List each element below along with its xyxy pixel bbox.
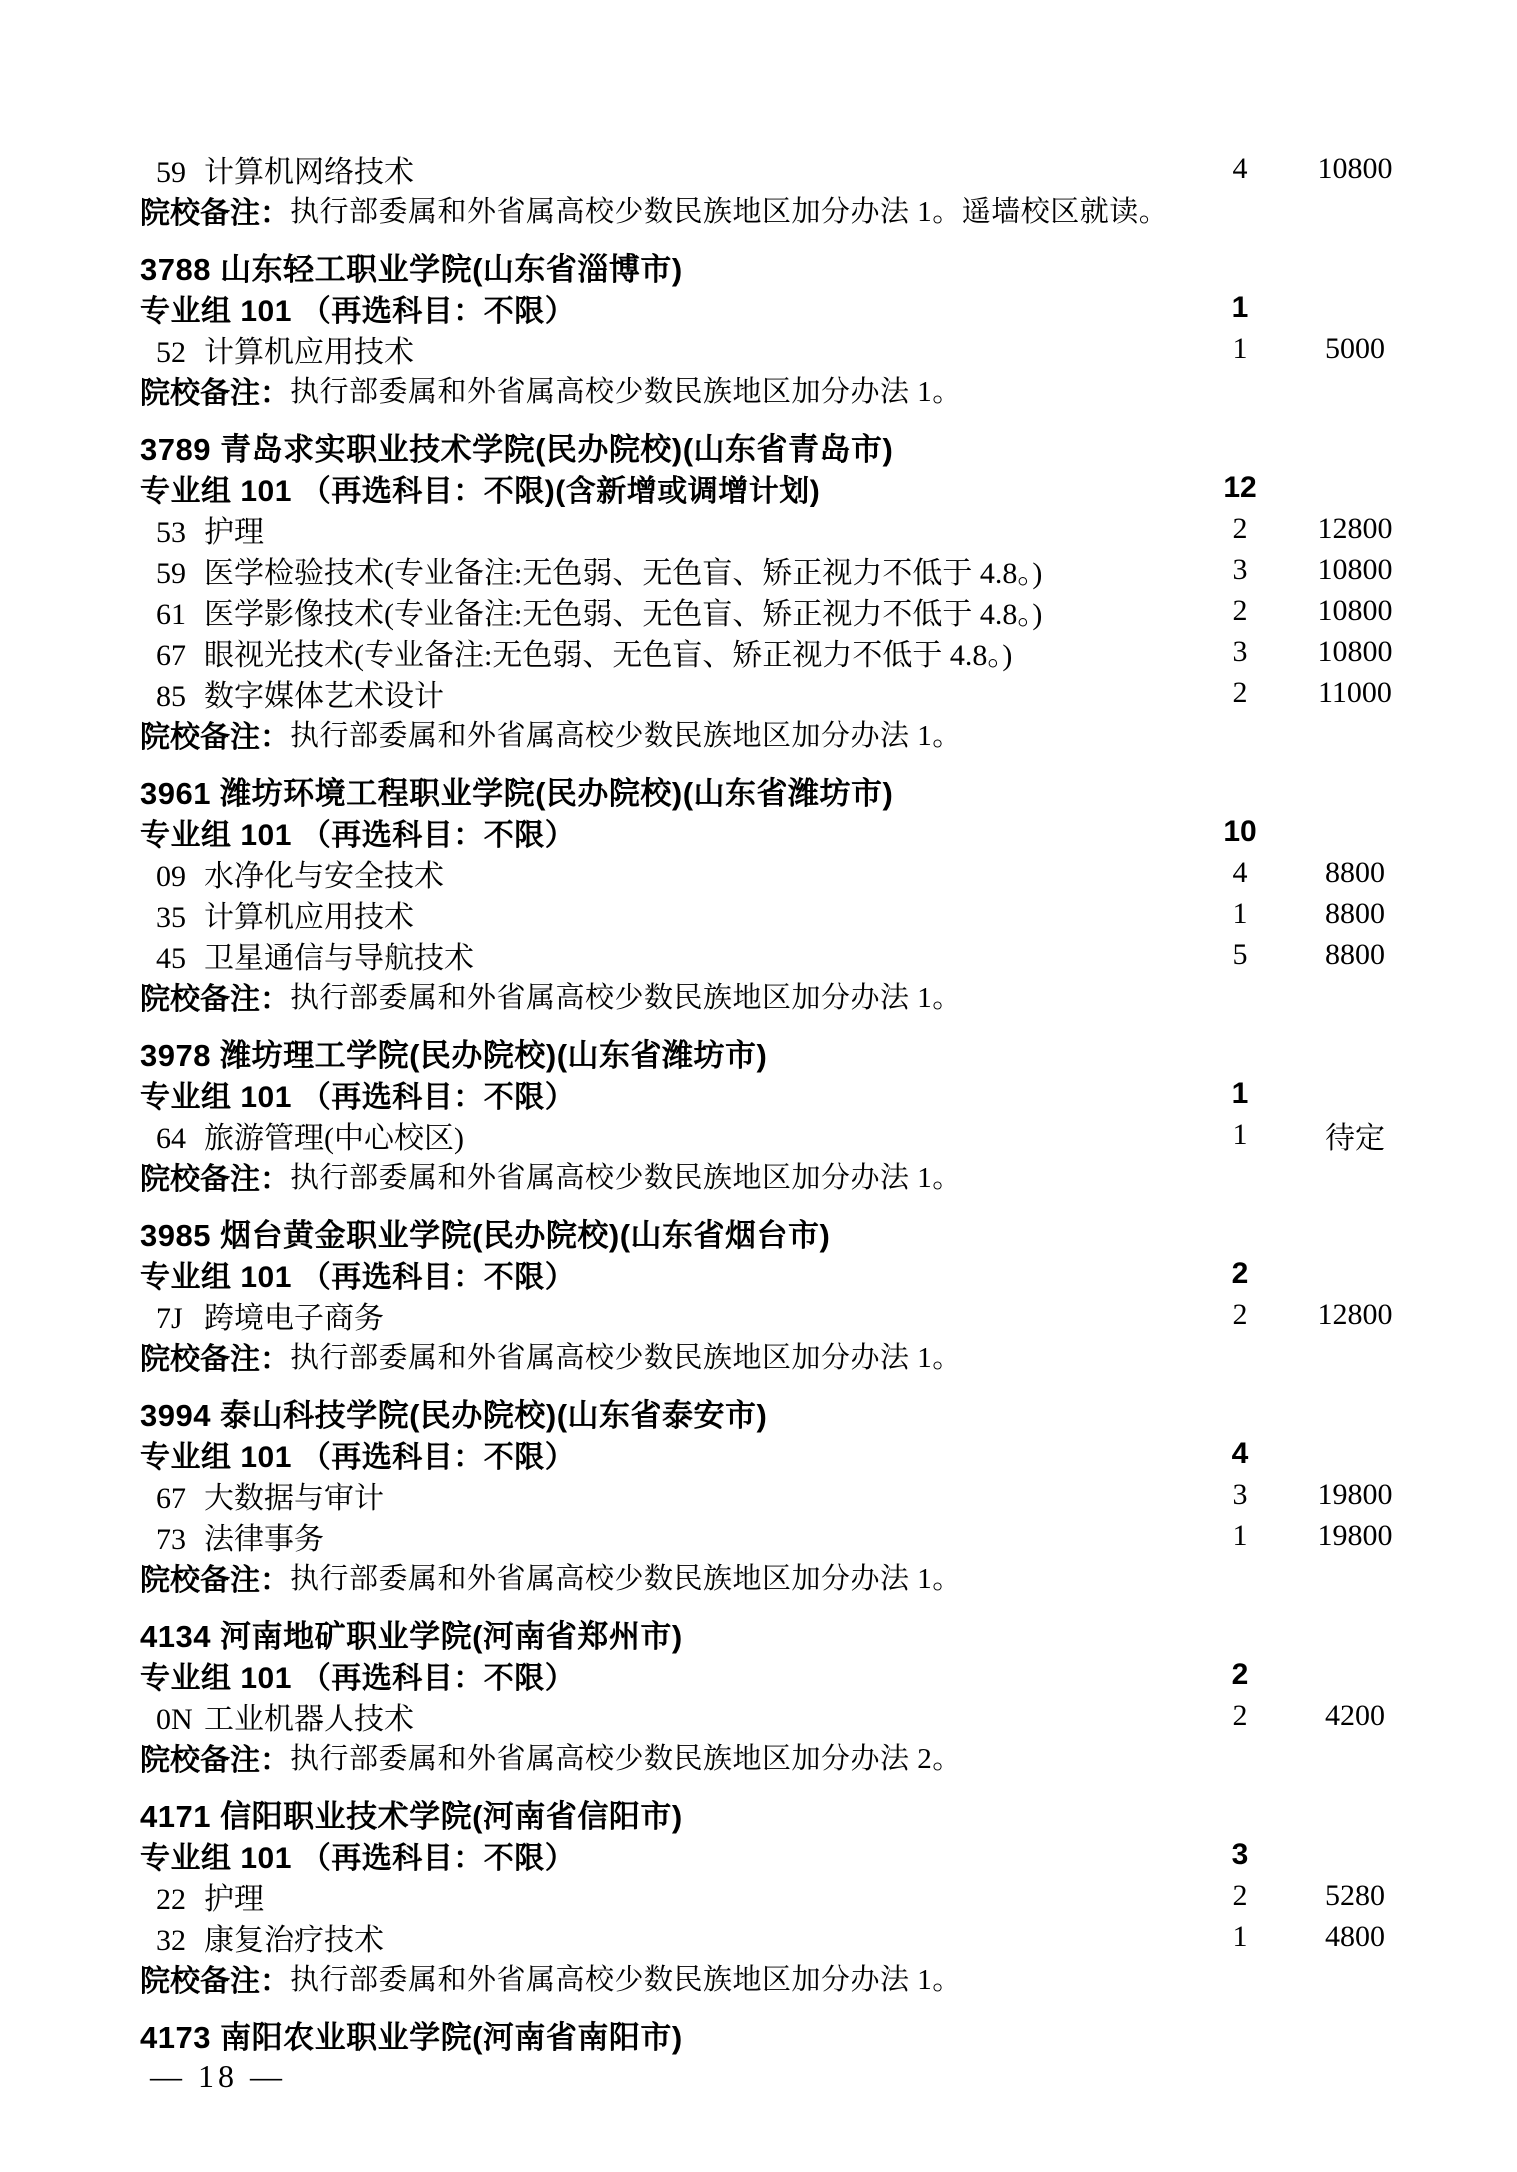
major-name: 数字媒体艺术设计	[204, 679, 444, 713]
major-name: 跨境电子商务	[204, 1301, 384, 1335]
group-label: 专业组 101 （再选科目：不限）	[140, 818, 576, 852]
major-main-cell	[140, 933, 1200, 977]
major-row	[140, 1294, 1440, 1335]
remark-text: 执行部委属和外省属高校少数民族地区加分办法 1。	[290, 376, 962, 408]
major-name: 工业机器人技术	[204, 1702, 414, 1736]
school-header: 3994 泰山科技学院(民办院校)(山东省泰安市)	[140, 1398, 768, 1433]
group-row	[140, 811, 1440, 852]
major-code: 0N	[156, 1702, 193, 1736]
school-header: 4134 河南地矿职业学院(河南省郑州市)	[140, 1619, 683, 1654]
major-row	[140, 508, 1440, 549]
major-tuition-fee: 10800	[1317, 593, 1393, 627]
major-name: 法律事务	[204, 1522, 324, 1556]
major-row	[140, 1474, 1440, 1515]
major-code: 61	[156, 597, 186, 631]
major-plan-count: 4	[1232, 151, 1248, 185]
remark-row	[140, 975, 1440, 1016]
major-row	[140, 590, 1440, 631]
major-tuition-fee: 19800	[1317, 1518, 1393, 1552]
major-name: 大数据与审计	[204, 1481, 384, 1515]
remark-row	[140, 713, 1440, 754]
major-main-cell	[140, 1874, 1200, 1918]
major-code: 35	[156, 900, 186, 934]
major-code: 53	[156, 515, 186, 549]
major-row	[140, 672, 1440, 713]
major-tuition-fee: 10800	[1317, 634, 1393, 668]
group-label-cell	[140, 1833, 1200, 1877]
group-label: 专业组 101 （再选科目：不限)(含新增或调增计划)	[140, 474, 821, 508]
school-header-row	[140, 2014, 1440, 2055]
major-plan-count: 1	[1232, 1518, 1248, 1552]
major-code: 59	[156, 556, 186, 590]
major-main-cell	[140, 507, 1200, 551]
major-tuition-fee: 10800	[1317, 552, 1393, 586]
group-row	[140, 1834, 1440, 1875]
major-row	[140, 631, 1440, 672]
group-row	[140, 287, 1440, 328]
remark-label: 院校备注：	[140, 1563, 290, 1597]
major-plan-count: 3	[1232, 634, 1248, 668]
remark-text: 执行部委属和外省属高校少数民族地区加分办法 2。	[290, 1743, 962, 1775]
major-tuition-fee: 12800	[1317, 1297, 1393, 1331]
group-row	[140, 1073, 1440, 1114]
group-label-cell	[140, 1432, 1200, 1476]
major-plan-count: 1	[1232, 331, 1248, 365]
major-code: 7J	[156, 1301, 183, 1335]
major-name: 医学影像技术(专业备注:无色弱、无色盲、矫正视力不低于 4.8。)	[204, 597, 1043, 631]
major-code: 67	[156, 1481, 186, 1515]
group-plan-count: 1	[1231, 290, 1249, 324]
group-row	[140, 1433, 1440, 1474]
remark-row	[140, 189, 1440, 230]
remark-label: 院校备注：	[140, 1162, 290, 1196]
school-section	[140, 426, 1440, 754]
page-number: — 18 —	[150, 2058, 286, 2094]
school-header: 3978 潍坊理工学院(民办院校)(山东省潍坊市)	[140, 1038, 768, 1073]
major-row	[140, 1695, 1440, 1736]
remark-row	[140, 1736, 1440, 1777]
school-section	[140, 246, 1440, 410]
major-plan-count: 1	[1232, 896, 1248, 930]
school-header: 3961 潍坊环境工程职业学院(民办院校)(山东省潍坊市)	[140, 776, 894, 811]
major-row	[140, 1916, 1440, 1957]
major-name: 眼视光技术(专业备注:无色弱、无色盲、矫正视力不低于 4.8。)	[204, 638, 1013, 672]
major-main-cell	[140, 1113, 1200, 1157]
remark-text: 执行部委属和外省属高校少数民族地区加分办法 1。遥墙校区就读。	[290, 196, 1169, 228]
major-main-cell	[140, 1915, 1200, 1959]
major-row	[140, 1114, 1440, 1155]
major-main-cell	[140, 851, 1200, 895]
major-code: 73	[156, 1522, 186, 1556]
remark-label: 院校备注：	[140, 376, 290, 410]
major-plan-count: 2	[1232, 511, 1248, 545]
major-main-cell	[140, 589, 1200, 633]
major-main-cell	[140, 548, 1200, 592]
remark-row	[140, 1335, 1440, 1376]
major-name: 计算机应用技术	[204, 335, 414, 369]
major-plan-count: 2	[1232, 1297, 1248, 1331]
remark-label: 院校备注：	[140, 1964, 290, 1998]
group-plan-count: 2	[1231, 1256, 1249, 1290]
group-plan-count: 2	[1231, 1657, 1249, 1691]
major-main-cell	[140, 1473, 1200, 1517]
major-row	[140, 1515, 1440, 1556]
school-header-row	[140, 246, 1440, 287]
major-code: 85	[156, 679, 186, 713]
school-section	[140, 1392, 1440, 1597]
major-plan-count: 2	[1232, 1878, 1248, 1912]
school-section	[140, 148, 1440, 230]
major-main-cell	[140, 671, 1200, 715]
major-plan-count: 2	[1232, 1698, 1248, 1732]
school-header-row	[140, 426, 1440, 467]
major-plan-count: 2	[1232, 593, 1248, 627]
major-name: 旅游管理(中心校区)	[204, 1121, 464, 1155]
major-plan-count: 1	[1232, 1117, 1248, 1151]
document-content	[140, 148, 1440, 2055]
remark-label: 院校备注：	[140, 982, 290, 1016]
major-code: 67	[156, 638, 186, 672]
major-row	[140, 852, 1440, 893]
major-code: 59	[156, 155, 186, 189]
major-tuition-fee: 10800	[1317, 151, 1393, 185]
major-main-cell	[140, 1514, 1200, 1558]
remark-label: 院校备注：	[140, 1342, 290, 1376]
major-name: 水净化与安全技术	[204, 859, 444, 893]
major-code: 45	[156, 941, 186, 975]
group-label: 专业组 101 （再选科目：不限）	[140, 1661, 576, 1695]
major-plan-count: 3	[1232, 552, 1248, 586]
major-code: 32	[156, 1923, 186, 1957]
remark-row	[140, 1957, 1440, 1998]
major-row	[140, 893, 1440, 934]
remark-row	[140, 1155, 1440, 1196]
group-label: 专业组 101 （再选科目：不限）	[140, 1080, 576, 1114]
school-section	[140, 2014, 1440, 2055]
school-header-row	[140, 1212, 1440, 1253]
school-header: 3789 青岛求实职业技术学院(民办院校)(山东省青岛市)	[140, 432, 894, 467]
major-tuition-fee: 5280	[1325, 1878, 1385, 1912]
remark-label: 院校备注：	[140, 196, 290, 230]
remark-row	[140, 369, 1440, 410]
group-plan-count: 4	[1231, 1436, 1249, 1470]
major-main-cell	[140, 892, 1200, 936]
school-section	[140, 770, 1440, 1016]
school-header-row	[140, 1793, 1440, 1834]
group-label-cell	[140, 1653, 1200, 1697]
group-plan-count: 1	[1231, 1076, 1249, 1110]
group-label: 专业组 101 （再选科目：不限）	[140, 1440, 576, 1474]
major-main-cell	[140, 630, 1200, 674]
major-name: 卫星通信与导航技术	[204, 941, 474, 975]
remark-text: 执行部委属和外省属高校少数民族地区加分办法 1。	[290, 720, 962, 752]
group-label-cell	[140, 810, 1200, 854]
major-tuition-fee: 待定	[1325, 1121, 1385, 1155]
major-row	[140, 148, 1440, 189]
school-section	[140, 1032, 1440, 1196]
major-code: 52	[156, 335, 186, 369]
major-plan-count: 2	[1232, 675, 1248, 709]
major-plan-count: 3	[1232, 1477, 1248, 1511]
remark-text: 执行部委属和外省属高校少数民族地区加分办法 1。	[290, 1964, 962, 1996]
school-header-row	[140, 1613, 1440, 1654]
group-plan-count: 3	[1231, 1837, 1249, 1871]
major-plan-count: 1	[1232, 1919, 1248, 1953]
group-label-cell	[140, 1072, 1200, 1116]
major-tuition-fee: 4800	[1325, 1919, 1385, 1953]
major-tuition-fee: 4200	[1325, 1698, 1385, 1732]
remark-label: 院校备注：	[140, 1743, 290, 1777]
major-name: 计算机应用技术	[204, 900, 414, 934]
remark-text: 执行部委属和外省属高校少数民族地区加分办法 1。	[290, 1563, 962, 1595]
remark-text: 执行部委属和外省属高校少数民族地区加分办法 1。	[290, 1342, 962, 1374]
major-code: 64	[156, 1121, 186, 1155]
major-tuition-fee: 8800	[1325, 855, 1385, 889]
group-label: 专业组 101 （再选科目：不限）	[140, 1841, 576, 1875]
major-tuition-fee: 8800	[1325, 896, 1385, 930]
remark-label: 院校备注：	[140, 720, 290, 754]
major-name: 康复治疗技术	[204, 1923, 384, 1957]
group-row	[140, 467, 1440, 508]
major-name: 护理	[204, 515, 264, 549]
major-plan-count: 4	[1232, 855, 1248, 889]
major-row	[140, 549, 1440, 590]
remark-text: 执行部委属和外省属高校少数民族地区加分办法 1。	[290, 1162, 962, 1194]
major-main-cell	[140, 327, 1200, 371]
major-tuition-fee: 5000	[1325, 331, 1385, 365]
group-row	[140, 1654, 1440, 1695]
major-row	[140, 1875, 1440, 1916]
school-header: 4173 南阳农业职业学院(河南省南阳市)	[140, 2020, 683, 2055]
school-header-row	[140, 1392, 1440, 1433]
remark-text: 执行部委属和外省属高校少数民族地区加分办法 1。	[290, 982, 962, 1014]
school-section	[140, 1793, 1440, 1998]
major-row	[140, 934, 1440, 975]
group-label-cell	[140, 286, 1200, 330]
major-main-cell	[140, 1694, 1200, 1738]
major-plan-count: 5	[1232, 937, 1248, 971]
school-header-row	[140, 770, 1440, 811]
major-main-cell	[140, 1293, 1200, 1337]
group-label: 专业组 101 （再选科目：不限）	[140, 1260, 576, 1294]
school-section	[140, 1212, 1440, 1376]
major-code: 22	[156, 1882, 186, 1916]
major-tuition-fee: 19800	[1317, 1477, 1393, 1511]
school-header-row	[140, 1032, 1440, 1073]
school-header: 4171 信阳职业技术学院(河南省信阳市)	[140, 1799, 683, 1834]
major-row	[140, 328, 1440, 369]
group-label: 专业组 101 （再选科目：不限）	[140, 294, 576, 328]
group-row	[140, 1253, 1440, 1294]
major-tuition-fee: 11000	[1318, 675, 1392, 709]
group-label-cell	[140, 466, 1200, 510]
major-name: 医学检验技术(专业备注:无色弱、无色盲、矫正视力不低于 4.8。)	[204, 556, 1043, 590]
group-label-cell	[140, 1252, 1200, 1296]
major-name: 护理	[204, 1882, 264, 1916]
major-tuition-fee: 12800	[1317, 511, 1393, 545]
group-plan-count: 10	[1223, 814, 1257, 848]
school-header: 3985 烟台黄金职业学院(民办院校)(山东省烟台市)	[140, 1218, 831, 1253]
school-header: 3788 山东轻工职业学院(山东省淄博市)	[140, 252, 683, 287]
school-section	[140, 1613, 1440, 1777]
remark-row	[140, 1556, 1440, 1597]
major-code: 09	[156, 859, 186, 893]
major-main-cell	[140, 147, 1200, 191]
group-plan-count: 12	[1223, 470, 1257, 504]
major-tuition-fee: 8800	[1325, 937, 1385, 971]
major-name: 计算机网络技术	[204, 155, 414, 189]
